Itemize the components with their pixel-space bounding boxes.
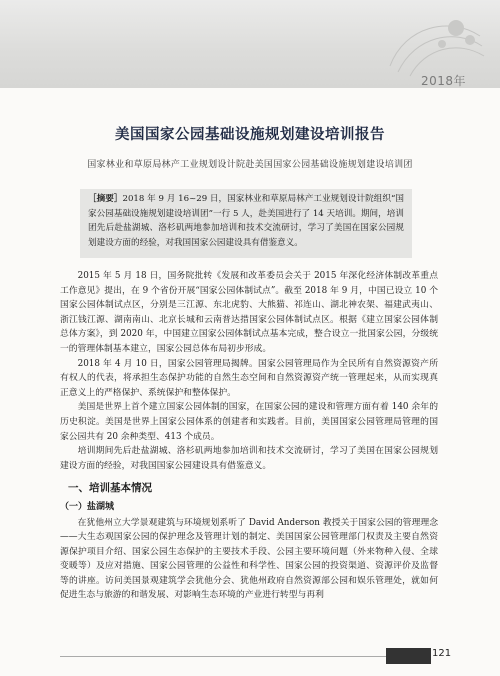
header-band bbox=[0, 0, 500, 88]
article-title: 美国国家公园基础设施规划建设培训报告 bbox=[115, 127, 385, 143]
page-number: 121 bbox=[432, 648, 452, 659]
section-heading: 一、培训基本情况 bbox=[68, 482, 152, 495]
abstract-box bbox=[80, 189, 412, 258]
body-paragraph: 培训期间先后赴盐湖城、洛杉矶两地参加培训和技术交流研讨，学习了美国在国家公园规划建设方面的经验，对我国国家公园建设具有借鉴意义。 bbox=[60, 446, 438, 471]
footer-rule bbox=[60, 656, 386, 657]
abstract-keyword: ［摘要］ bbox=[88, 194, 123, 204]
abstract-text: 2018 年 9 月 16~29 日，国家林业和草原局林产工业规划设计院组织“国家公园基础设施规划建设培训团”一行 5 人，赴美国进行了 14 天培训。期间，培训团先后赴盐湖城、洛杉矶两地参加培训和技术交流研讨，学习了美国在国家公园规划建设方面的经验，对我国国家公园建设具有借鉴意义。 bbox=[88, 194, 404, 248]
body-paragraph: 美国是世界上首个建立国家公园体制的国家，在国家公园的建设和管理方面有着 140 余年的历史积淀。美国是世界上国家公园体系的创建者和实践者。目前，美国国家公园管理局管理的国家公园共有 20 余种类型、413 个成员。 bbox=[60, 402, 438, 442]
footer-bar bbox=[386, 648, 431, 664]
year-label: 2018年 bbox=[420, 74, 466, 88]
article-author: 国家林业和草原局林产工业规划设计院赴美国国家公园基础设施规划建设培训团 bbox=[87, 160, 413, 170]
body-paragraph: 2018 年 4 月 10 日，国家公园管理局揭牌。国家公园管理局作为全民所有自然资源资产所有权人的代表，将承担生态保护功能的自然生态空间和自然资源资产统一管理起来，从而实现真正意义上的严格保护、系统保护和整体保护。 bbox=[60, 358, 438, 398]
body-paragraph: 2015 年 5 月 18 日，国务院批转《发展和改革委员会关于 2015 年深化经济体制改革重点工作意见》提出，在 9 个省份开展“国家公园体制试点”。截至 2018 年 9 月，中国已设立 10 个国家公园体制试点区，分别是三江源、东北虎豹、大熊猫、祁连山、湖北神农架、福建武夷山、浙江钱江源、湖南南山、北京长城和云南普达措国家公园体制试点区。根据《建立国家公园体制总体方案》，到 2020 年，中国建立国家公园体制试点基本完成，整合设立一批国家公园，分级统一的管理体制基本建立，国家公园总体布局初步形成。 bbox=[60, 271, 438, 354]
subsection-heading: （一）盐湖城 bbox=[60, 501, 115, 512]
body-paragraph: 在犹他州立大学景观建筑与环境规划系听了 David Anderson 教授关于国家公园的管理理念——大生态观国家公园的保护理念及管理计划的制定、美国国家公园管理部门权责及主要自然资源保护项目介绍、国家公园生态保护的主要技术手段、公园主要环境问题（外来物种入侵、全球变暖等）及应对措施、国家公园管理的公益性和科学性、国家公园的投资渠道、资源评价及监督等的讲座。访问美国景观建筑学会犹他分会、犹他州政府自然资源部公园和娱乐管理处，就如何促进生态与旅游的和谐发展、对影响生态环境的产业进行转型与再利 bbox=[60, 517, 438, 601]
article-body bbox=[60, 269, 438, 603]
